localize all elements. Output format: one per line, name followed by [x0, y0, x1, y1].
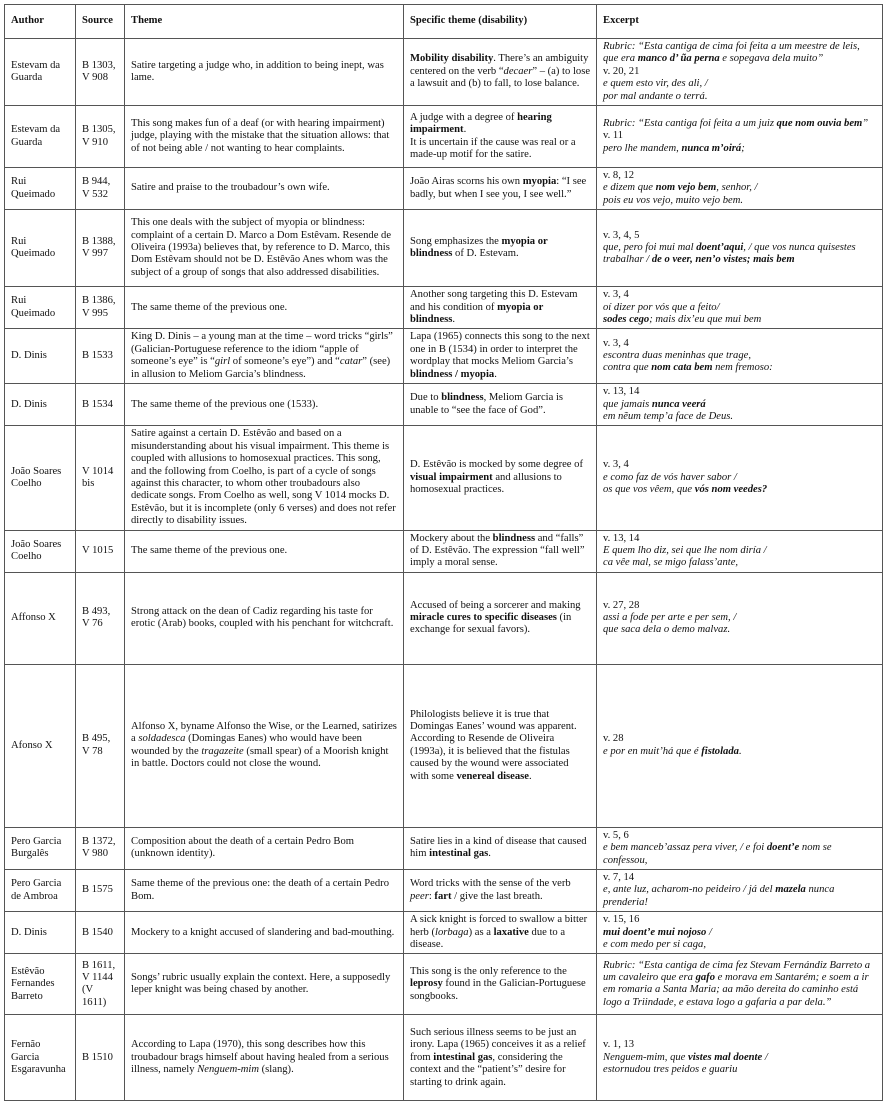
source-cell: B 1611, V 1144 (V 1611) [76, 954, 125, 1015]
source-cell: B 1510 [76, 1015, 125, 1101]
header-source: Source [76, 5, 125, 39]
theme-cell: Songs’ rubric usually explain the context. Here, a supposedly leper knight was being chased by another. [125, 954, 404, 1015]
specific-theme-cell: Song emphasizes the myopia or blindness of D. Estevam. [404, 210, 597, 287]
table-header [5, 5, 883, 39]
specific-theme-cell: D. Estêvão is mocked by some degree of visual impairment and allusions to homosexual practices. [404, 426, 597, 530]
excerpt-verses: v. 20, 21 [603, 65, 640, 77]
excerpt-text: e, ante luz, acharom-no peideiro / já del mazela nunca prenderia! [603, 884, 835, 908]
excerpt-text: e como faz de vós haver sabor / os que vos vêem, que vós nom veedes? [603, 471, 768, 496]
excerpt-rubric: Rubric: “Esta cantiga foi feita a um juiz que nom ouvia bem” [603, 117, 869, 129]
author-cell: João Soares Coelho [5, 530, 76, 572]
author-cell: Pero Garcia de Ambroa [5, 870, 76, 912]
source-cell: B 1534 [76, 384, 125, 426]
excerpt-verses: v. 13, 14 [603, 386, 640, 398]
excerpt-cell [597, 827, 883, 869]
source-cell: B 1372, V 980 [76, 827, 125, 869]
excerpt-text: escontra duas meninhas que trage, contra que nom cata bem nem fremoso: [603, 350, 773, 374]
table-row [5, 827, 883, 869]
excerpt-rubric: Rubric: “Esta cantiga de cima fez Stevam Fernándiz Barreto a um cavaleiro que era gafo e morava em Santarém; e soem a ir em romaria a Santa Maria; aa mão dereita do caminho está logo a Triindade, e estava logo a gafaria a par dela.” [603, 959, 871, 1008]
theme-cell: The same theme of the previous one (1533). [125, 384, 404, 426]
excerpt-text: assi a fode per arte e per sem, / que saca dela o demo malvaz. [603, 612, 737, 636]
table-row [5, 530, 883, 572]
theme-cell: According to Lapa (1970), this song describes how this troubadour brags himself about having healed from a serious illness, namely Nenguem-mim (slang). [125, 1015, 404, 1101]
theme-cell: This one deals with the subject of myopia or blindness: complaint of a certain D. Marco a Dom Estêvam. Resende de Oliveira (1993a) believes that, by reference to D. Marco, this Dom Estêvam should not be D. Estêvão Anes whom was the subject of a group of songs that also addressed disabilities. [125, 210, 404, 287]
specific-theme-cell: A judge with a degree of hearing impairment. It is uncertain if the cause was real or a made-up motif for the satire. [404, 106, 597, 168]
specific-theme-cell: Lapa (1965) connects this song to the next one in B (1534) in order to interpret the wordplay that mocks Meliom Garcia’s blindness / myopia. [404, 329, 597, 384]
source-cell: B 1388, V 997 [76, 210, 125, 287]
theme-cell: Satire against a certain D. Estêvão and based on a misunderstanding about his visual impairment. This theme is coupled with allusions to homosexual practices. This song, and the following from Coelho, is part of a cycle of songs against this character, to whom other troubadours also dedicate songs. From Coelho as well, song V 1014 mocks D. Estêvão, but it is incomplete (only 6 verses) and does not refer directly to disability issues. [125, 426, 404, 530]
source-cell: V 1015 [76, 530, 125, 572]
excerpt-text: que, pero foi mui mal doent’aqui, / que vos nunca quisestes trabalhar / de o veer, nen’o vistes; mais bem [603, 242, 856, 266]
table-row [5, 870, 883, 912]
excerpt-cell [597, 287, 883, 329]
author-cell: Fernão Garcia Esgaravunha [5, 1015, 76, 1101]
specific-theme-cell: Mobility disability. There’s an ambiguity centered on the verb “decaer” – (a) to lose a lawsuit and (b) to fall, to lose balance. [404, 39, 597, 106]
table-row [5, 287, 883, 329]
specific-theme-cell: Such serious illness seems to be just an irony. Lapa (1965) conceives it as a relief from intestinal gas, considering the context and the “patient’s” desire for starting to drink again. [404, 1015, 597, 1101]
excerpt-verses: v. 3, 4, 5 [603, 229, 640, 241]
table-row [5, 426, 883, 530]
specific-theme-cell: Philologists believe it is true that Domingas Eanes’ wound was apparent. According to Resende de Oliveira (1993a), it is believed that the fistulas caused by the wound were associated with some venereal disease. [404, 664, 597, 827]
table-row [5, 106, 883, 168]
theme-cell: Composition about the death of a certain Pedro Bom (unknown identity). [125, 827, 404, 869]
excerpt-cell [597, 1015, 883, 1101]
author-cell: Rui Queimado [5, 210, 76, 287]
excerpt-text: e bem manceb’assaz pera viver, / e foi doent’e nom se confessou, [603, 842, 832, 866]
source-cell: B 1533 [76, 329, 125, 384]
excerpt-text: E quem lho diz, sei que lhe nom diría / ca vêe mal, se migo falass’ante, [603, 544, 767, 569]
specific-theme-cell: Due to blindness, Meliom Garcia is unable to “see the face of God”. [404, 384, 597, 426]
theme-cell: Alfonso X, byname Alfonso the Wise, or the Learned, satirizes a soldadesca (Domingas Eanes) who would have been wounded by the tragazeite (small spear) of a Moorish knight in battle. Doctors could not close the wound. [125, 664, 404, 827]
specific-theme-cell: Accused of being a sorcerer and making miracle cures to specific diseases (in exchange for sexual favors). [404, 572, 597, 664]
theme-cell: Satire and praise to the troubadour’s own wife. [125, 168, 404, 210]
author-cell: Estevam da Guarda [5, 106, 76, 168]
theme-cell: Mockery to a knight accused of slandering and bad-mouthing. [125, 912, 404, 954]
excerpt-cell [597, 384, 883, 426]
excerpt-text: oí dizer por vós que a feito/ sodes cego; mais dix’eu que mui bem [603, 301, 762, 326]
header-row [5, 5, 883, 39]
specific-theme-cell: Word tricks with the sense of the verb peer: fart / give the last breath. [404, 870, 597, 912]
author-cell: Affonso X [5, 572, 76, 664]
author-cell: Rui Queimado [5, 287, 76, 329]
excerpt-cell [597, 210, 883, 287]
table-row [5, 168, 883, 210]
excerpt-cell [597, 954, 883, 1015]
author-cell: Pero Garcia Burgalês [5, 827, 76, 869]
theme-cell: The same theme of the previous one. [125, 287, 404, 329]
specific-theme-cell: This song is the only reference to the leprosy found in the Galician-Portuguese songbooks. [404, 954, 597, 1015]
table-body [5, 39, 883, 1101]
excerpt-text: pero lhe mandem, nunca m’oirá; [603, 142, 745, 154]
excerpt-verses: v. 1, 13 [603, 1039, 635, 1051]
specific-theme-cell: Satire lies in a kind of disease that caused him intestinal gas. [404, 827, 597, 869]
excerpt-text: que jamais nunca veerá em nẽum temp’a face de Deus. [603, 398, 734, 422]
excerpt-verses: v. 11 [603, 130, 624, 142]
table-row [5, 954, 883, 1015]
theme-cell: Same theme of the previous one: the death of a certain Pedro Bom. [125, 870, 404, 912]
source-cell: B 944, V 532 [76, 168, 125, 210]
theme-cell: King D. Dinis – a young man at the time – word tricks “girls” (Galician-Portuguese reference to the idiom “apple of someone’s eye” is “girl of someone’s eye”) and “catar” (see) in allusion to Meliom Garcia’s blindness. [125, 329, 404, 384]
source-cell: V 1014 bis [76, 426, 125, 530]
header-theme: Theme [125, 5, 404, 39]
excerpt-verses: v. 3, 4 [603, 289, 629, 301]
specific-theme-cell: João Airas scorns his own myopia: “I see badly, but when I see you, I see well.” [404, 168, 597, 210]
source-cell: B 1386, V 995 [76, 287, 125, 329]
author-cell: João Soares Coelho [5, 426, 76, 530]
excerpt-text: e dizem que nom vejo bem, senhor, / pois eu vos vejo, muito vejo bem. [603, 182, 758, 206]
author-cell: Rui Queimado [5, 168, 76, 210]
excerpt-cell [597, 572, 883, 664]
author-cell: Estevam da Guarda [5, 39, 76, 106]
specific-theme-cell: Another song targeting this D. Estevam and his condition of myopia or blindness. [404, 287, 597, 329]
author-cell: D. Dinis [5, 912, 76, 954]
excerpt-verses: v. 8, 12 [603, 170, 635, 182]
table-row [5, 210, 883, 287]
excerpt-cell [597, 426, 883, 530]
header-excerpt: Excerpt [597, 5, 883, 39]
table-row [5, 1015, 883, 1101]
header-author: Author [5, 5, 76, 39]
table-row [5, 329, 883, 384]
theme-cell: Satire targeting a judge who, in addition to being inept, was lame. [125, 39, 404, 106]
theme-cell: This song makes fun of a deaf (or with hearing impairment) judge, playing with the mistake that the situation allows: that of not being able / not wanting to hear complaints. [125, 106, 404, 168]
specific-theme-cell: Mockery about the blindness and “falls” of D. Estêvão. The expression “fall well” imply a moral sense. [404, 530, 597, 572]
excerpt-verses: v. 13, 14 [603, 532, 640, 544]
excerpt-text: Nenguem-mim, que vistes mal doente / estornudou tres peidos e guariu [603, 1051, 768, 1076]
source-cell: B 1303, V 908 [76, 39, 125, 106]
source-cell: B 1305, V 910 [76, 106, 125, 168]
excerpt-cell [597, 870, 883, 912]
table-row [5, 572, 883, 664]
excerpt-cell [597, 329, 883, 384]
excerpt-verses: v. 27, 28 [603, 599, 640, 611]
table-row [5, 912, 883, 954]
excerpt-cell [597, 664, 883, 827]
excerpt-cell [597, 168, 883, 210]
author-cell: D. Dinis [5, 329, 76, 384]
header-specific-theme: Specific theme (disability) [404, 5, 597, 39]
author-cell: Estêvão Fernandes Barreto [5, 954, 76, 1015]
theme-cell: Strong attack on the dean of Cadiz regarding his taste for erotic (Arab) books, coupled with his penchant for witchcraft. [125, 572, 404, 664]
excerpt-text: e por en muit’há que é fistolada. [603, 745, 742, 757]
source-cell: B 1540 [76, 912, 125, 954]
excerpt-verses: v. 3, 4 [603, 337, 629, 349]
table-row [5, 664, 883, 827]
specific-theme-cell: A sick knight is forced to swallow a bitter herb (lorbaga) as a laxative due to a disease. [404, 912, 597, 954]
excerpt-text: mui doent’e mui nojoso / e com medo per si caga, [603, 926, 712, 951]
excerpt-rubric: Rubric: “Esta cantiga de cima foi feita a um meestre de leis, que era manco d’ ũa perna e sopegava dela muito” [603, 41, 860, 65]
excerpt-verses: v. 28 [603, 733, 624, 745]
source-cell: B 493, V 76 [76, 572, 125, 664]
excerpt-cell [597, 39, 883, 106]
source-cell: B 495, V 78 [76, 664, 125, 827]
table-row [5, 384, 883, 426]
excerpt-cell [597, 530, 883, 572]
theme-cell: The same theme of the previous one. [125, 530, 404, 572]
excerpt-cell [597, 912, 883, 954]
excerpt-text: e quem esto vir, des ali, / por mal andante o terrá. [603, 78, 708, 102]
table-row [5, 39, 883, 106]
excerpt-verses: v. 3, 4 [603, 459, 629, 471]
excerpt-cell [597, 106, 883, 168]
excerpt-verses: v. 5, 6 [603, 829, 629, 841]
excerpt-verses: v. 7, 14 [603, 872, 635, 883]
source-cell: B 1575 [76, 870, 125, 912]
excerpt-verses: v. 15, 16 [603, 914, 640, 926]
author-cell: Afonso X [5, 664, 76, 827]
author-cell: D. Dinis [5, 384, 76, 426]
disability-songs-table [4, 4, 883, 1101]
